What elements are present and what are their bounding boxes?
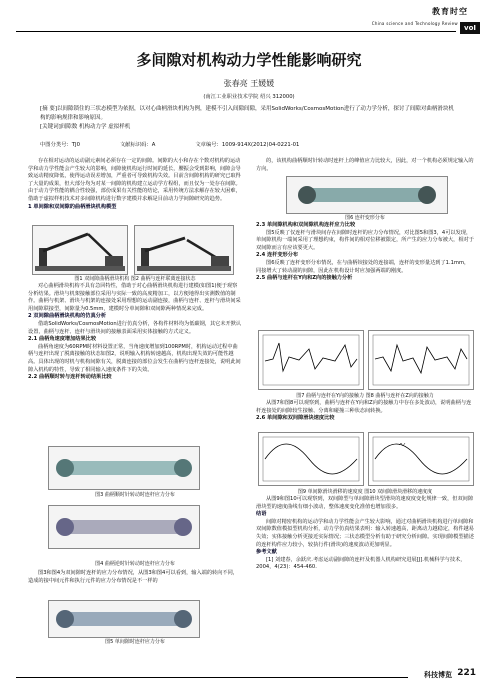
paragraph-model: 对心曲柄滑块机构不具有急回特性，借助于对心曲柄滑块机构进行建模(如图1)便于观察分析结果。滑块与机架接触部位采用与实际一致的高度精加工，以方便地得出实测数值的制作。曲柄与机架、滑块与机架的连接处采用理想的运动副连接，曲柄与连杆、连杆与滑块间采用间隙联接型，间隙量为0.5mm，建模时分单间隙和双间隙两种情况来完成。 (28, 283, 241, 312)
conclusion-heading: 结语 (256, 511, 267, 518)
left-column-3 (28, 570, 242, 585)
journal-column-title: 教育时空 (432, 7, 468, 16)
paragraph-direction: 的，该机构曲柄顺时针转动时连杆上的峰值应力比较大，因此，对一个机构必须规定输入的方向。 (256, 158, 474, 172)
left-column (28, 158, 242, 211)
paragraph-compare: 图5反映了仅连杆与滑块间存在间隙时连杆的应力分布情况，对比图5和图3，4可以发现，单间隙机构一端间采用了理想约束，构件间的相对位移被限定，所产生的应力分布被大，相对于双间隙而言有应该要更大。 (256, 229, 474, 251)
figure-6-caption: 图6 连杆变形分布 (345, 215, 385, 221)
section-2-heading: 2 双间隙曲柄滑块机构的仿真分析 (28, 313, 107, 320)
figure-9-10-caption: 图9 单间隙滑块滑移的速度度 图10 双间隙滑块滑移的速度度 (297, 489, 433, 495)
figure-7-8-caption: 图7 曲柄与连杆在Y向的接触力 图8 曲柄与连杆在Z向的接触力 (296, 393, 434, 399)
figure-3-caption: 图3 曲柄顺时针转动时连杆应力分布 (95, 492, 175, 498)
right-column-4 (256, 496, 474, 572)
right-column (256, 158, 474, 173)
references-heading: 参考文献 (256, 549, 277, 556)
paragraph-conclusion: 间隙对精密机构的运动学和动力学性能会产生较大影响，通过对曲柄滑块机构进行单间隙和双间隙数值模拟型机构分析，动力学仿真结果表明：输入转速越高，距离动力越稳定，构件越易失效；实体接触分析更接近实际情况；三状态模型分析有助于研究分析间隙。实现间隙模型描述的连杆构件应力较小，较执行件(滑块)的速度波动更加明显。 (256, 518, 474, 548)
figure-4 (48, 505, 200, 549)
section-2-4-heading: 2.4 连杆变形分布 (256, 252, 299, 259)
paragraph-deform: 图6反映了连杆变形分布情况，在与曲柄铰接处的连接端，连杆的变形量达到了1.1mm，同接增大了转动副的间隙，因此在机构设计时应加强两端的刚度。 (256, 259, 470, 274)
paragraph-sim: 借助SolidWorks/CosmosMotion进行仿真分析，各构件材料均为低碳钢，其它未开默认设置，曲柄与连杆、连杆与滑块间的接触表面采用实体接触的方式定义。 (28, 320, 242, 335)
journal-logo: voI (460, 22, 480, 34)
abstract: [摘 要]以间隙锁住的三状态模型为依据，以对心曲柄滑块机构为例，建模不引入间隙间隙，采用SolidWorks/CosmosMotion进行了动力学分析，探讨了间隙对曲柄滑块机构的影响规律和影响原因。 (40, 106, 454, 122)
paragraph-contact: 从图7和图8可以观察到，曲柄与连杆在Y向和Z向的接触力中存在多处波动，说明曲柄与连杆连接处的间隙较生接触、分离和碰撞三种状态间转换。 (256, 400, 472, 414)
section-2-3-heading: 2.3 单间隙机构和双间隙机构连杆应力比较 (256, 222, 356, 228)
figure-3 (48, 446, 200, 490)
figure-6 (286, 176, 448, 214)
article-number: 文章编号：1009-914X(2012)04-0221-01 (195, 142, 300, 148)
page-number: 221 (457, 668, 476, 678)
figure-5-caption: 图5 单间隙时连杆应力分布 (105, 639, 165, 645)
footer-rule (16, 677, 408, 678)
section-2-1-heading: 2.1 曲柄角速度增加结果比较 (28, 336, 97, 343)
figure-1-2-caption: 图1 双间隙曲柄滑块机构 图2 曲柄与连杆联离连接状态 (74, 276, 196, 282)
section-1-heading: 1 单间隙和双间隙的曲柄滑块机构模型 (28, 203, 117, 210)
figure-4-caption: 图4 曲柄逆时针转动时连杆应力分布 (95, 561, 175, 567)
paragraph-speed: 曲柄角速度为60RPM时材料设置正常，当角速度增加到100RPM时，机构运动过程中曲柄与连杆出现了脱离接触的状态如图2，说明输入机构转速越高，机构出现失效的可能性越高。具体出现的时机与机构间隙有关，脱离连接的部位会发生在曲柄与连杆连接处，说明此间隙入机构的特性，导致了相同输入速度条件下的失效。 (28, 343, 241, 373)
header-rule (16, 31, 456, 32)
figure-9 (258, 432, 364, 486)
reference-1: [1] 刘建春，余跃庆.考虑运动副间隙的连杆及机器人机构研究进展[J].机械科学与技术，2004，4(23)：454-460. (256, 556, 466, 571)
doc-code: 文献标识码：A (119, 142, 156, 148)
right-column-3 (256, 400, 474, 423)
abstract-block (40, 105, 456, 133)
paper-title: 多间隙对机构动力学性能影响研究 (136, 51, 362, 69)
figure-2 (134, 225, 234, 275)
right-column-2 (256, 222, 474, 283)
clc-number: 中图分类号：TJ0 (40, 142, 80, 148)
section-2-5-heading: 2.5 曲柄与连杆在Y向和Z向的接触力分析 (256, 275, 353, 282)
keywords: [关键词]间隙数 机构动力学 虚拟样机 (40, 124, 131, 131)
meta-line (40, 140, 456, 148)
figure-5 (48, 600, 200, 638)
intro-paragraph: 存在相对运动的运动副元素间必须存在一定的间隙。间隙的大小和存在个数对机构的运动学和动力学性能会产生较大的影响，间隙使机构运行时间的延长，腰振会受到影响，间隙会导致运动精度降低，使得运动误差增加，严重者可导致机构失效。目前含间隙机构的研究已取得了大量的成果，但大部分均为对某一间隙的机构建立运动学方程组，而且仅为一处存在间隙。由于动力学性能的耦合性较强，部份成果有关性能的结论，采用传统方法求解存在较大困难，借助于虚拟样机技术对多间隙机构进行数字建模并求解是目前动力学间隙研究的趋势。 (28, 158, 241, 202)
figure-7 (258, 330, 364, 390)
left-column-2 (28, 283, 242, 382)
affiliation: (南江工业职业技术学院 绍兴 312000) (203, 94, 295, 100)
figure-8 (368, 330, 474, 390)
authors: 张春亮 王媛媛 (223, 79, 275, 88)
footer-journal: 科技博览 (424, 671, 452, 679)
figure-1 (32, 225, 128, 275)
paragraph-stress: 图3和图4为双间隙时连杆的应力分布情况，从图3和图4可以看到，输入端的转向不同，造成的接中间元件和执行元件的应力分布情况是不一样的 (28, 570, 238, 584)
paragraph-velocity: 从图9和图10可以观察到，双间隙型与单间隙滑块型滑块的速度度变化规律一致，但双间隙滑块型的速度曲线有细小波动，整体速度变化准值也增加很多。 (256, 496, 474, 510)
journal-english-name: China science and Technology Review (371, 21, 458, 26)
section-2-6-heading: 2.6 单间隙和双间隙滑块速度比较 (256, 415, 335, 422)
figure-10 (368, 432, 474, 486)
section-2-2-heading: 2.2 曲柄顺时转与连杆转动结果比较 (28, 374, 112, 381)
